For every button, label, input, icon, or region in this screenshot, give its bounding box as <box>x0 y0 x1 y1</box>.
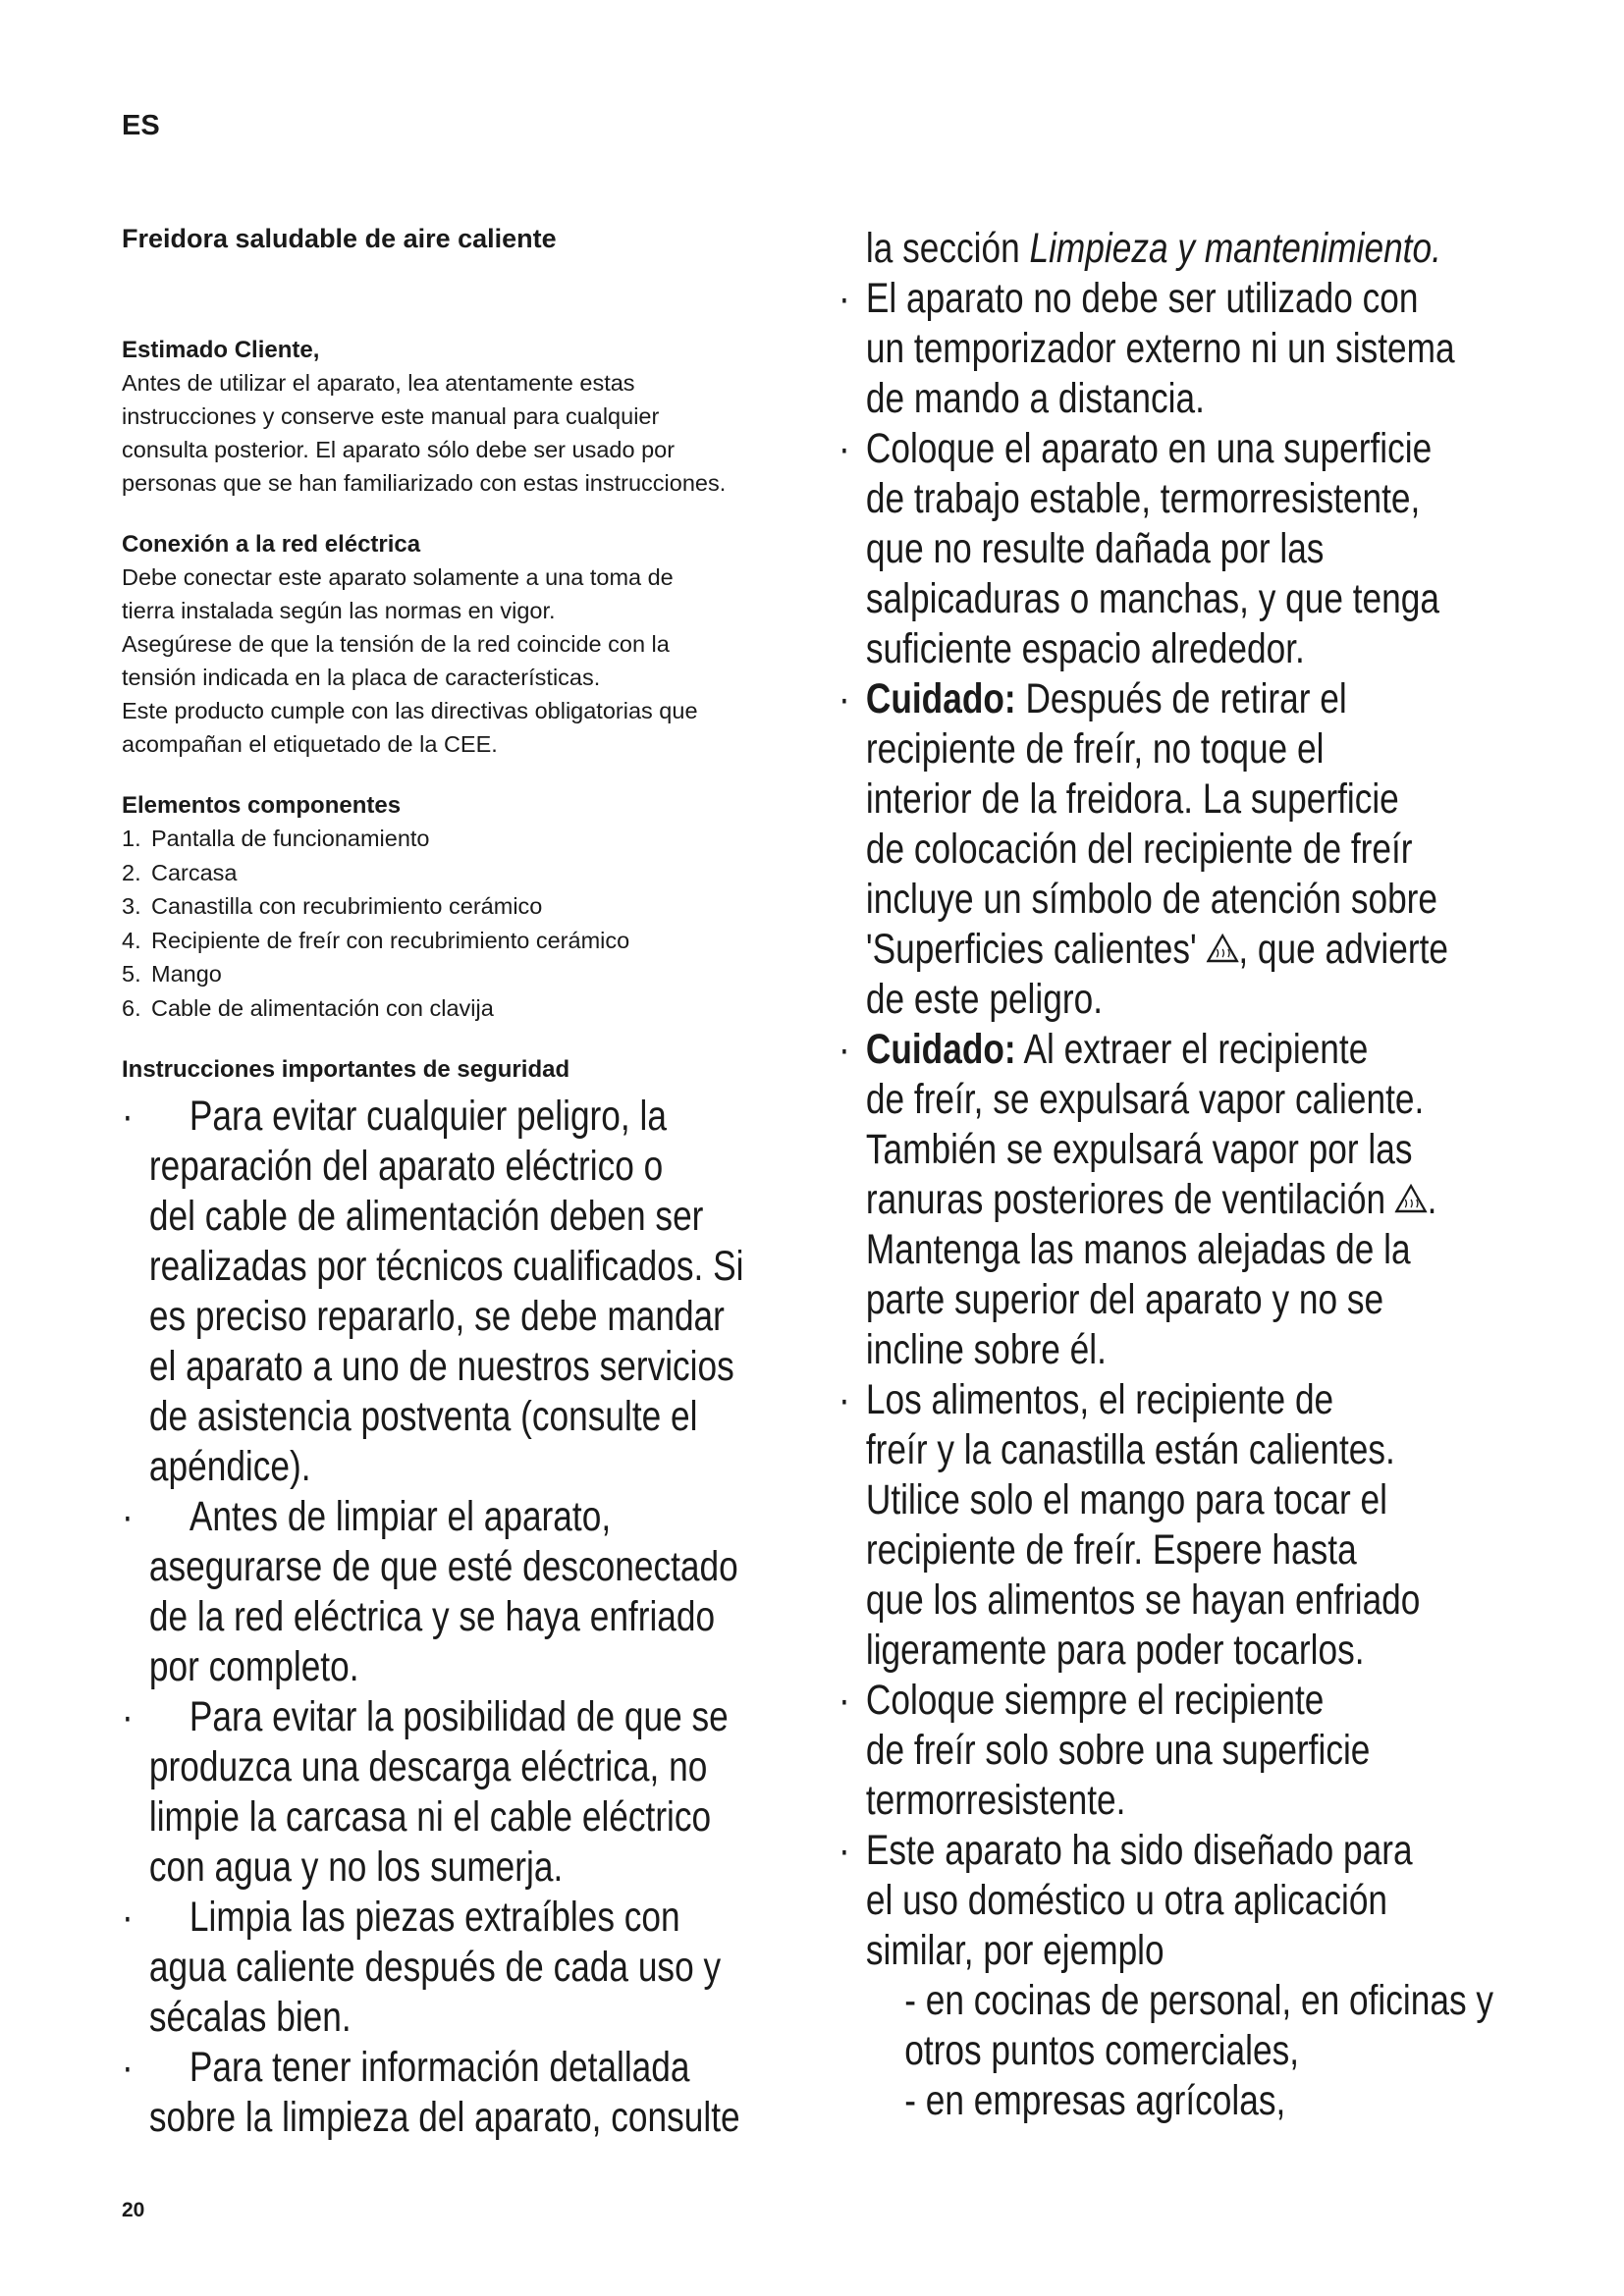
text-line: Los alimentos, el recipiente de <box>865 1376 1334 1423</box>
text-line: del cable de alimentación deben ser <box>148 1193 704 1240</box>
text-line: suficiente espacio alrededor. <box>865 625 1305 672</box>
bullet-icon: · <box>122 1093 134 1140</box>
list-item: 2. Carcasa <box>122 859 238 885</box>
text-line: otros puntos comerciales, <box>904 2027 1300 2074</box>
text-line: el aparato a uno de nuestros servicios <box>148 1343 734 1390</box>
text-line: Coloque siempre el recipiente <box>865 1677 1325 1724</box>
text-line: de mando a distancia. <box>865 375 1205 422</box>
text-line: 'Superficies calientes' , que advierte <box>865 926 1448 973</box>
text-line: Mantenga las manos alejadas de la <box>865 1226 1411 1273</box>
connection-line: tierra instalada según las normas en vigor. <box>122 598 556 623</box>
connection-line: acompañan el etiquetado de la CEE. <box>122 731 498 757</box>
text-line: similar, por ejemplo <box>865 1927 1164 1974</box>
text-line: interior de la freidora. La superficie <box>865 775 1399 823</box>
components-list <box>122 822 780 1025</box>
connection-heading: Conexión a la red eléctrica <box>122 531 421 558</box>
bullet-icon: · <box>839 1026 850 1073</box>
connection-line: Asegúrese de que la tensión de la red coincide con la <box>122 631 670 657</box>
bullet-icon: · <box>122 1493 134 1540</box>
text-line: asegurarse de que esté desconectado <box>148 1543 738 1590</box>
hot-surface-warning-icon <box>1207 934 1239 963</box>
text-line: por completo. <box>148 1643 359 1690</box>
text-line: apéndice). <box>148 1443 311 1490</box>
greeting-section <box>122 335 780 500</box>
greeting-line: Antes de utilizar el aparato, lea atentamente estas <box>122 370 635 396</box>
list-item: 1. Pantalla de funcionamiento <box>122 826 430 851</box>
text-line: incluye un símbolo de atención sobre <box>865 876 1438 923</box>
text-line: Coloque el aparato en una superficie <box>865 425 1433 472</box>
bullet-icon: · <box>839 275 850 322</box>
text-line: que los alimentos se hayan enfriado <box>865 1576 1421 1624</box>
text-line: un temporizador externo ni un sistema <box>865 325 1455 372</box>
safety-bullet-item <box>839 1375 1526 1676</box>
text-line: ranuras posteriores de ventilación . <box>865 1176 1437 1223</box>
list-item: 3. Canastilla con recubrimiento cerámico <box>122 893 543 919</box>
text-line: También se expulsará vapor por las <box>865 1126 1413 1173</box>
text-line: con agua y no los sumerja. <box>148 1843 564 1891</box>
text-line: produzca una descarga eléctrica, no <box>148 1743 708 1790</box>
safety-list-continued <box>839 224 1526 2126</box>
text-line: Para evitar cualquier peligro, la <box>189 1093 667 1140</box>
safety-section <box>122 1054 780 2143</box>
connection-section <box>122 529 780 761</box>
text-line: Limpia las piezas extraíbles con <box>189 1894 680 1941</box>
bullet-icon: · <box>839 675 850 722</box>
bullet-icon: · <box>839 425 850 472</box>
text-line: sécalas bien. <box>148 1994 352 2041</box>
bullet-icon: · <box>122 1693 134 1740</box>
safety-bullet-item <box>122 1893 780 2043</box>
components-heading: Elementos componentes <box>122 792 402 819</box>
left-column <box>122 224 780 2143</box>
text-line: freír y la canastilla están calientes. <box>865 1426 1395 1473</box>
text-line: termorresistente. <box>865 1777 1126 1824</box>
list-item: 4. Recipiente de freír con recubrimiento cerámico <box>122 927 630 953</box>
text-line: agua caliente después de cada uso y <box>148 1944 722 1991</box>
text-line: Cuidado: Al extraer el recipiente <box>865 1026 1369 1073</box>
greeting-line: consulta posterior. El aparato sólo debe ser usado por <box>122 437 676 462</box>
bullet-icon: · <box>122 2044 134 2091</box>
text-line: Cuidado: Después de retirar el <box>865 675 1347 722</box>
connection-line: Este producto cumple con las directivas obligatorias que <box>122 698 698 723</box>
caution-label: Cuidado: <box>865 1026 1016 1073</box>
text-line: de la red eléctrica y se haya enfriado <box>148 1593 716 1640</box>
text-line: el uso doméstico u otra aplicación <box>865 1877 1388 1924</box>
greeting-line: personas que se han familiarizado con estas instrucciones. <box>122 470 727 496</box>
text-line: recipiente de freír. Espere hasta <box>865 1526 1357 1574</box>
safety-bullet-item <box>122 1492 780 1692</box>
text-line: recipiente de freír, no toque el <box>865 725 1325 773</box>
greeting-heading: Estimado Cliente, <box>122 337 320 363</box>
safety-list <box>122 1092 780 2143</box>
greeting-line: instrucciones y conserve este manual para cualquier <box>122 403 660 429</box>
safety-bullet-item <box>839 674 1526 1025</box>
safety-bullet-item <box>122 1692 780 1893</box>
text-line: Para tener información detallada <box>189 2044 690 2091</box>
continued-lead: la sección Limpieza y mantenimiento. <box>865 225 1441 272</box>
list-item: 6. Cable de alimentación con clavija <box>122 994 494 1021</box>
document-title: Freidora saludable de aire caliente <box>122 224 557 253</box>
list-item: 5. Mango <box>122 961 222 987</box>
connection-line: Debe conectar este aparato solamente a una toma de <box>122 564 674 590</box>
components-section <box>122 790 780 1025</box>
page-number: 20 <box>122 2199 145 2221</box>
text-line: - en empresas agrícolas, <box>904 2077 1286 2124</box>
text-line: de freír, se expulsará vapor caliente. <box>865 1076 1425 1123</box>
right-column <box>839 224 1526 2126</box>
connection-line: tensión indicada en la placa de características. <box>122 665 601 690</box>
text-line: limpie la carcasa ni el cable eléctrico <box>148 1793 712 1841</box>
text-line: El aparato no debe ser utilizado con <box>865 275 1419 322</box>
hot-surface-warning-icon <box>1395 1184 1428 1213</box>
text-line: de freír solo sobre una superficie <box>865 1727 1371 1774</box>
text-line: incline sobre él. <box>865 1326 1107 1373</box>
text-line: - en cocinas de personal, en oficinas y <box>904 1977 1494 2024</box>
text-line: Utilice solo el mango para tocar el <box>865 1476 1388 1523</box>
text-line: Este aparato ha sido diseñado para <box>865 1827 1413 1874</box>
text-line: de trabajo estable, termorresistente, <box>865 475 1421 522</box>
text-line: parte superior del aparato y no se <box>865 1276 1384 1323</box>
bullet-icon: · <box>122 1894 134 1941</box>
safety-heading: Instrucciones importantes de seguridad <box>122 1056 570 1083</box>
text-line: realizadas por técnicos cualificados. Si <box>148 1243 744 1290</box>
safety-bullet-item <box>122 1092 780 1492</box>
safety-bullet-item <box>839 1025 1526 1375</box>
text-line: ligeramente para poder tocarlos. <box>865 1627 1365 1674</box>
bullet-icon: · <box>839 1376 850 1423</box>
text-line: de asistencia postventa (consulte el <box>148 1393 698 1440</box>
safety-bullet-item <box>839 274 1526 424</box>
safety-bullet-item <box>839 1676 1526 1826</box>
safety-bullet-item <box>122 2043 780 2143</box>
text-line: que no resulte dañada por las <box>865 525 1325 572</box>
text-line: de este peligro. <box>865 976 1103 1023</box>
text-line: de colocación del recipiente de freír <box>865 826 1413 873</box>
text-line: salpicaduras o manchas, y que tenga <box>865 575 1440 622</box>
caution-label: Cuidado: <box>865 675 1016 722</box>
safety-bullet-item <box>839 424 1526 674</box>
bullet-icon: · <box>839 1827 850 1874</box>
bullet-icon: · <box>839 1677 850 1724</box>
text-line: sobre la limpieza del aparato, consulte <box>148 2094 740 2141</box>
language-code: ES <box>122 110 160 141</box>
text-line: es preciso repararlo, se debe mandar <box>148 1293 725 1340</box>
text-line: Antes de limpiar el aparato, <box>189 1493 612 1540</box>
safety-bullet-item <box>839 1826 1526 2126</box>
text-line: Para evitar la posibilidad de que se <box>189 1693 729 1740</box>
text-line: reparación del aparato eléctrico o <box>148 1143 664 1190</box>
